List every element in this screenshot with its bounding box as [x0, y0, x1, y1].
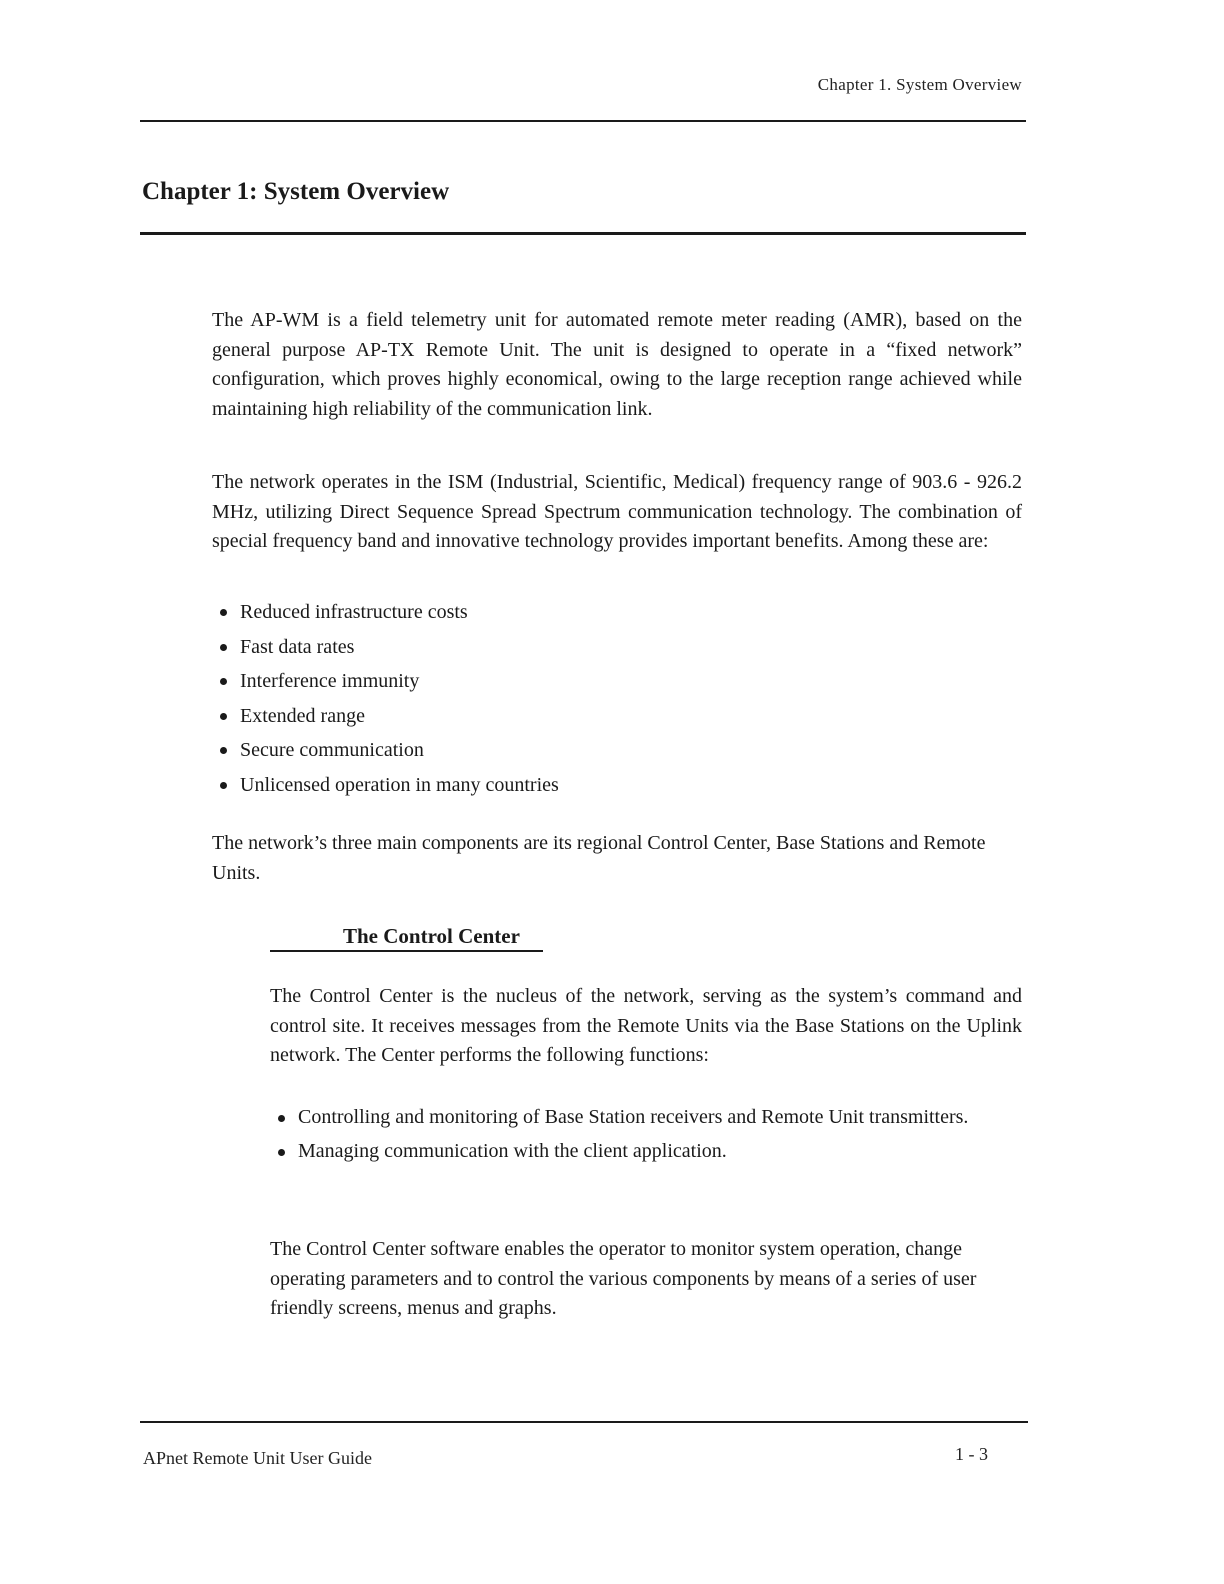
bullet-icon [220, 609, 227, 616]
list-item [218, 701, 1018, 736]
page-number: 1 - 3 [955, 1444, 988, 1464]
list-item-text: Unlicensed operation in many countries [240, 773, 559, 796]
bullet-icon [278, 1149, 285, 1156]
bullet-icon [278, 1115, 285, 1122]
title-rule [140, 232, 1026, 235]
list-item [276, 1103, 1024, 1133]
section-heading-control-center: The Control Center [343, 924, 520, 948]
control-center-paragraph-2: The Control Center software enables the operator to monitor system operation, change operating parameters and to control the various components by means of a series of user friendly screens, menus and graphs. [270, 1238, 977, 1319]
bullet-icon [220, 644, 227, 651]
list-item [218, 597, 1018, 632]
list-item [218, 735, 1018, 770]
intro-paragraph-1: The AP-WM is a field telemetry unit for automated remote meter reading (AMR), based on the general purpose AP-TX Remote Unit. The unit is designed to operate in a “fixed network” configuration, which proves highly economical, owing to the large reception range achieved while maintaining high reliability of the communication link. [212, 309, 1022, 420]
bullet-icon [220, 747, 227, 754]
section-heading-underline [270, 950, 543, 952]
footer-guide-title: APnet Remote Unit User Guide [143, 1448, 372, 1468]
list-item [218, 666, 1018, 701]
control-center-paragraph-1: The Control Center is the nucleus of the network, serving as the system’s command and control site. It receives messages from the Remote Units via the Base Stations on the Uplink network. The Center performs the following functions: [270, 985, 1022, 1066]
functions-list [276, 1103, 1024, 1170]
list-item-text: Managing communication with the client application. [298, 1139, 727, 1162]
intro-paragraph-2: The network operates in the ISM (Industrial, Scientific, Medical) frequency range of 903.6 - 926.2 MHz, utilizing Direct Sequence Spread Spectrum communication technology. The combination of special frequency band and innovative technology provides important benefits. Among these are: [212, 471, 1022, 552]
list-item-text: Controlling and monitoring of Base Station receivers and Remote Unit transmitters. [298, 1106, 969, 1128]
bullet-icon [220, 713, 227, 720]
chapter-title: Chapter 1: System Overview [142, 178, 450, 205]
benefits-list [218, 597, 1018, 804]
bullet-icon [220, 782, 227, 789]
intro-paragraph-3: The network’s three main components are its regional Control Center, Base Stations and Remote Units. [212, 832, 986, 884]
bullet-icon [220, 678, 227, 685]
list-item [218, 632, 1018, 667]
header-rule [140, 120, 1026, 122]
list-item-text: Extended range [240, 704, 365, 727]
list-item-text: Interference immunity [240, 670, 420, 692]
list-item-text: Reduced infrastructure costs [240, 601, 468, 623]
list-item-text: Fast data rates [240, 635, 355, 658]
list-item [218, 770, 1018, 805]
list-item-text: Secure communication [240, 739, 424, 761]
list-item [276, 1137, 1024, 1167]
running-header: Chapter 1. System Overview [817, 75, 1022, 94]
footer-rule [140, 1421, 1028, 1423]
